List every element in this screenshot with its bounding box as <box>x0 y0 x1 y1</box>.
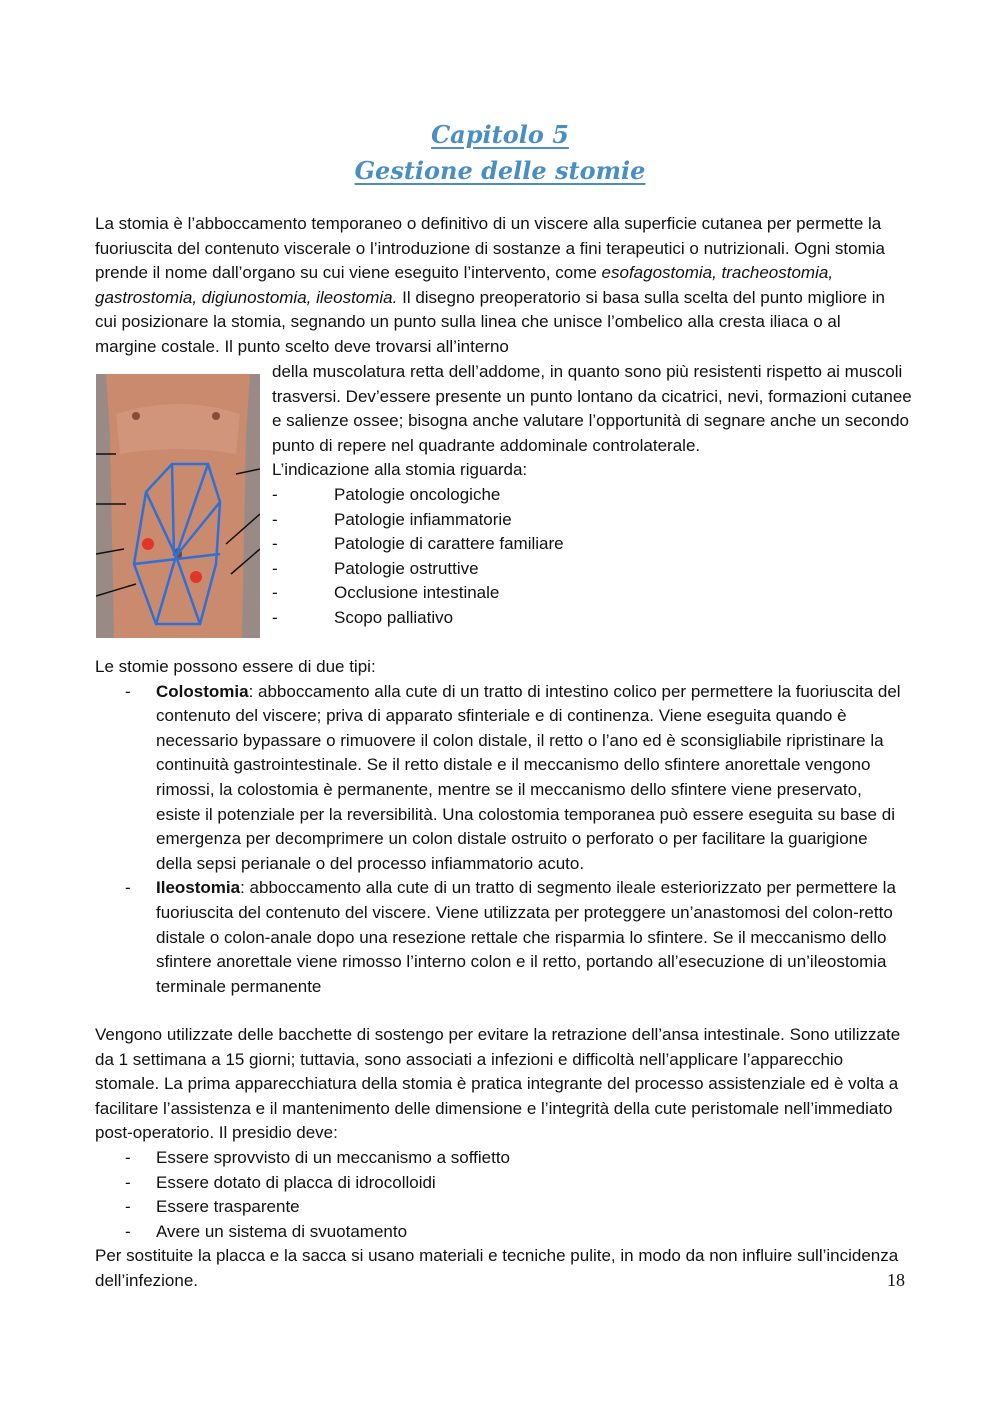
list-item <box>95 680 905 877</box>
list-item: - Essere trasparente <box>95 1195 905 1220</box>
list-item: - Essere dotato di placca di idrocolloidi <box>95 1171 905 1196</box>
intro-text-end: Il disegno preoperatorio si basa sulla scelta del punto migliore in cui posizionare la stomia, segnando un punto sulla linea che unisce l’ombelico alla cresta iliaca o al margine costale. Il punto scelto deve trovarsi all’interno <box>95 287 885 356</box>
closing-paragraph: Per sostituite la placca e la sacca si usano materiali e tecniche pulite, in modo da non influire sull’incidenza dell’infezione. <box>95 1246 899 1290</box>
definition-colostomia: : abboccamento alla cute di un tratto di intestino colico per permettere la fuoriuscita del contenuto del viscere; priva di apparato sfinteriale e di continenza. Viene eseguita quando è necessario bypassare o rimuovere il colon distale, il retto o l’ano ed è sconsigliabile ripristinare la continuità gastrointestinale. Se il retto distale e il meccanismo dello sfintere anorettale vengono rimossi, la colostomia è permanente, mentre se il meccanismo dello sfintere viene preservato, esiste il potenziale per la reversibilità. Una colostomia temporanea può essere eseguita su base di emergenza per decomprimere un colon distale ostruito o perforato o per facilitare la guarigione della sepsi perianale o del processo infiammatorio acuto. <box>156 681 901 873</box>
list-item: - Patologie infiammatorie <box>272 508 912 533</box>
requirements-list <box>95 1146 905 1244</box>
types-list <box>95 680 905 1000</box>
page-number: 18 <box>887 1270 905 1290</box>
chapter-number: Capitolo 5 <box>431 120 569 149</box>
list-item <box>95 876 905 999</box>
list-item: - Essere sprovvisto di un meccanismo a soffietto <box>95 1146 905 1171</box>
list-item: - Patologie oncologiche <box>272 483 912 508</box>
intro-italic-examples: esofagostomia, tracheostomia, gastrostomia, digiunostomia, ileostomia. <box>95 263 834 307</box>
list-item: - Patologie ostruttive <box>272 557 912 582</box>
abdomen-stoma-marking-icon <box>96 374 260 638</box>
term-colostomia: Colostomia <box>156 681 249 701</box>
indications-intro: L’indicazione alla stomia riguarda: <box>272 460 528 480</box>
list-item: - Avere un sistema di svuotamento <box>95 1220 905 1245</box>
indications-list <box>272 483 912 631</box>
definition-ileostomia: : abboccamento alla cute di un tratto di segmento ileale esteriorizzato per permettere la fuoriuscita del contenuto del viscere. Viene utilizzata per proteggere un’anastomosi del colon-retto distale o colon-anale dopo una resezione rettale che risparmia lo sfintere. Se il meccanismo dello sfintere anorettale viene rimosso l’interno colon e il retto, portando all’esecuzione di un’ileostomia terminale permanente <box>156 878 896 996</box>
intro-paragraph <box>95 212 905 360</box>
term-ileostomia: Ileostomia <box>156 878 241 898</box>
device-section <box>95 1023 905 1294</box>
muscle-paragraph: della muscolatura retta dell’addome, in quanto sono più resistenti rispetto ai muscoli trasversi. Dev’essere presente un punto lontano da cicatrici, nevi, formazioni cutanee e salienze ossee; bisogna anche valutare l’opportunità di segnare anche un secondo punto di repere nel quadrante addominale controlaterale. <box>272 362 912 455</box>
list-item: - Patologie di carattere familiare <box>272 532 912 557</box>
abdomen-figure <box>96 374 260 638</box>
wrapped-text <box>272 360 912 631</box>
intro-text-start: La stomia è l’abboccamento temporaneo o definitivo di un viscere alla superficie cutanea per permette la fuoriuscita del contenuto viscerale o l’introduzione di sostanze a fini terapeutici o nutrizionali. Ogni stomia prende il nome dall’organo su cui viene eseguito l’intervento, come <box>95 214 885 283</box>
stoma-types-section <box>95 655 905 999</box>
types-intro: Le stomie possono essere di due tipi: <box>95 657 376 676</box>
list-item: - Scopo palliativo <box>272 606 912 631</box>
chapter-title: Gestione delle stomie <box>354 156 646 185</box>
device-paragraph: Vengono utilizzate delle bacchette di sostengo per evitare la retrazione dell’ansa intestinale. Sono utilizzate da 1 settimana a 15 giorni; tuttavia, sono associati a infezioni e difficoltà nell’applicare l’apparecchio stomale. La prima apparecchiatura della stomia è pratica integrante del processo assistenziale ed è volta a facilitare l’assistenza e il mantenimento delle dimensione e l’integrità della cute peristomale nell’immediato post-operatorio. Il presidio deve: <box>95 1025 901 1143</box>
list-item: - Occlusione intestinale <box>272 581 912 606</box>
